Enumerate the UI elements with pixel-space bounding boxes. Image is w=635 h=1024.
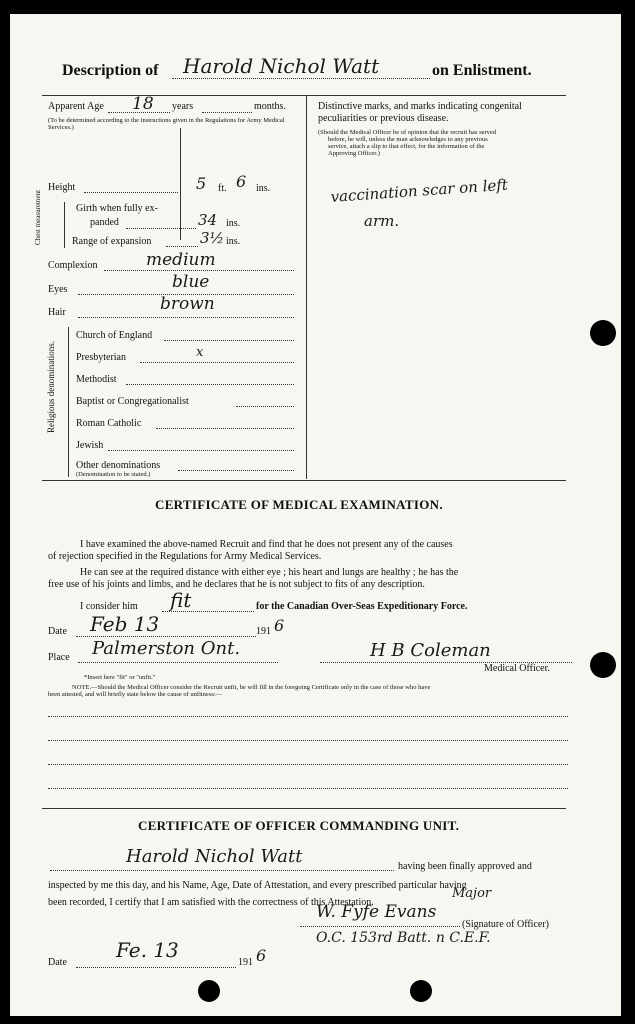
girth-unit: ins. [226,218,241,229]
consider-suffix: for the Canadian Over-Seas Expeditionary Force. [256,601,468,612]
religion-item-church-of-england: Church of England [76,330,153,341]
officer-year-digit: 6 [256,946,267,965]
hole-punch [198,980,220,1002]
officer-date-line [76,967,236,968]
fit-value: fit [170,588,192,612]
range-label: Range of expansion [72,236,152,247]
column-divider [306,95,307,479]
marks-note-3: service, attach a slip to that effect, for the information of the [328,143,485,150]
age-note: (To be determined according to the instructions given in the Regulations for Army Medical Services.) [48,117,285,131]
religion-line [140,362,294,363]
unfit-note-line1: NOTE.—Should the Medical Officer consider the Recruit unfit, he will fill in the foregoing Certificate only in the case of those who have [72,684,431,691]
marks-note-4: Approving Officer.) [328,150,380,157]
medical-year-digit: 6 [274,616,285,635]
eyes-label: Eyes [48,284,68,295]
hair-value: brown [160,294,215,314]
hole-punch [410,980,432,1002]
officer-unit: O.C. 153rd Batt. n C.E.F. [316,930,491,946]
medical-year-prefix: 191 [256,626,271,637]
medical-officer-label: Medical Officer. [484,663,550,674]
medical-date-value: Feb 13 [90,612,160,636]
chest-bracket [64,202,65,248]
marks-note-1: (Should the Medical Officer be of opinion that the recruit has served [318,129,497,136]
place-label: Place [48,652,70,663]
religion-line [236,406,294,407]
ft-label: ft. [218,183,227,194]
insert-note: *Insert here "fit" or "unfit." [84,674,156,681]
religion-mark: x [196,345,204,360]
religion-item-presbyterian: Presbyterian [76,352,126,363]
months-line [202,112,252,113]
eyes-value: blue [172,272,210,292]
girth-label-2: panded [90,217,119,228]
marks-handwritten-2: arm. [364,212,400,230]
hole-punch [590,320,616,346]
complexion-label: Complexion [48,260,98,271]
range-unit: ins. [226,236,241,247]
complexion-line [104,270,294,271]
unfit-reason-line [48,764,568,765]
height-in-value: 6 [236,172,247,191]
apparent-age-label: Apparent Age [48,101,104,112]
officer-date-value: Fe. 13 [116,938,179,962]
marks-note-2: before, he will, unless the man acknowledges to any previous [328,136,488,143]
officer-text-line2: inspected by me this day, and his Name, Age, Date of Attestation, and every prescribed particular having [48,880,467,891]
months-label: months. [254,101,286,112]
officer-recruit-name: Harold Nichol Watt [126,846,303,867]
marks-handwritten-1: vaccination scar on left [330,175,509,206]
height-ins-label: ins. [256,183,271,194]
religion-item-jewish: Jewish [76,440,104,451]
officer-signature-line [300,926,460,927]
officer-rank: Major [452,886,492,901]
religion-line [156,428,294,429]
medical-date-line [76,636,256,637]
place-value: Palmerston Ont. [92,638,241,659]
medical-para1-line1: I have examined the above-named Recruit and find that he does not present any of the causes [80,539,453,550]
unfit-note-line2: been attested, and will briefly state below the cause of unfitness:— [48,691,223,698]
medical-para2-line1: He can see at the required distance with either eye ; his heart and lungs are healthy ; he has the [80,567,459,578]
medical-heading: CERTIFICATE OF MEDICAL EXAMINATION. [155,497,443,512]
range-value: 3½ [200,229,225,247]
religion-item-roman-catholic: Roman Catholic [76,418,142,429]
height-ft-value: 5 [196,174,207,193]
religion-line [126,384,294,385]
date-label: Date [48,626,67,637]
unfit-reason-line [48,716,568,717]
title-name-line [172,78,430,79]
age-line [108,112,170,113]
hole-punch [590,652,616,678]
religion-line [178,470,294,471]
religion-item-baptist: Baptist or Congregationalist [76,396,189,407]
religion-line [108,450,294,451]
height-label: Height [48,182,76,193]
hair-line [78,317,294,318]
religion-bracket [68,327,69,477]
height-lead-line [84,192,178,193]
age-value: 18 [132,94,154,114]
girth-label-1: Girth when fully ex- [76,203,158,214]
girth-value: 34 [198,211,218,229]
religion-item-other: Other denominations [76,460,161,471]
title-suffix: on Enlistment. [432,62,532,79]
consider-label: I consider him [80,601,138,612]
chest-measurement-label: Chest measurement [34,189,42,245]
officer-year-prefix: 191 [238,957,253,968]
marks-heading-1: Distinctive marks, and marks indicating congenital [318,101,522,112]
officer-text-line1: having been finally approved and [398,861,532,872]
complexion-value: medium [146,250,216,270]
hair-label: Hair [48,307,66,318]
place-line [78,662,278,663]
fit-line [162,611,254,612]
unfit-reason-line [48,740,568,741]
section-rule [42,480,566,481]
girth-line [126,228,196,229]
unfit-reason-line [48,788,568,789]
recruit-name: Harold Nichol Watt [183,54,380,78]
height-bracket [180,128,181,240]
religion-line [164,340,294,341]
religion-side-label: Religious denominations. [46,341,56,433]
marks-heading-2: peculiarities or previous disease. [318,113,449,124]
medical-para2-line2: free use of his joints and limbs, and he declares that he is not subject to fits of any description. [48,579,425,590]
medical-signature: H B Coleman [370,640,491,661]
officer-section-rule [42,808,566,809]
title-prefix: Description of [62,62,159,79]
officer-signature: W. Fyfe Evans [316,902,437,922]
officer-name-line [50,870,394,871]
officer-date-label: Date [48,957,67,968]
signature-of-officer-label: (Signature of Officer) [462,919,550,930]
officer-heading: CERTIFICATE OF OFFICER COMMANDING UNIT. [138,818,460,833]
medical-para1-line2: of rejection specified in the Regulations for Army Medical Services. [48,551,322,562]
religion-item-methodist: Methodist [76,374,117,385]
other-denomination-note: (Denomination to be stated.) [76,471,151,478]
officer-text-line3: been recorded, I certify that I am satisfied with the correctness of this Attestation. [48,897,374,908]
range-line [166,246,198,247]
top-rule [42,95,566,96]
years-label: years [172,101,194,112]
